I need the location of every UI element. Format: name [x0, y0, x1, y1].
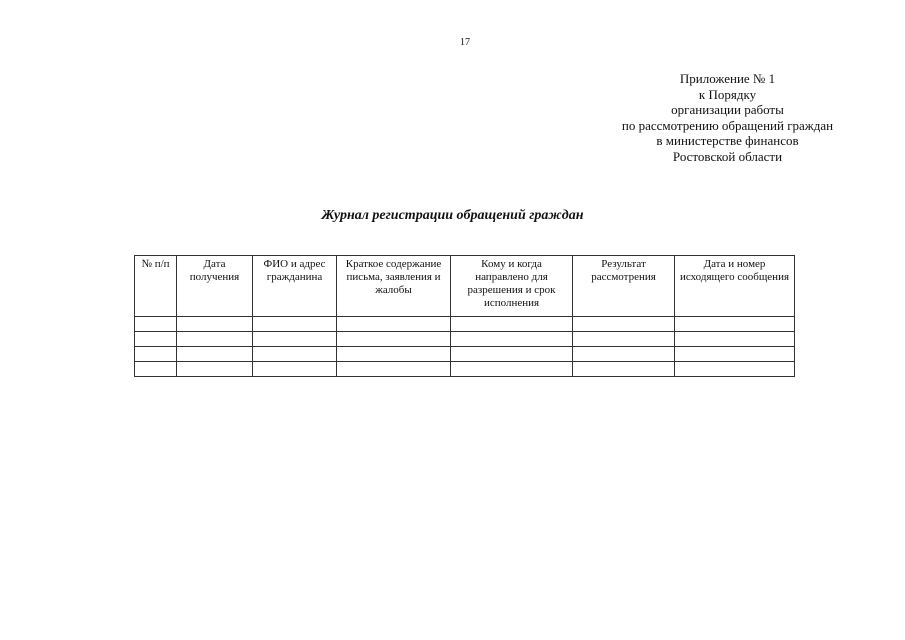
journal-title: Журнал регистрации обращений граждан — [321, 208, 584, 223]
appendix-line: Ростовской области — [672, 148, 783, 164]
table-cell — [253, 362, 337, 377]
table-cell — [135, 362, 177, 377]
table-cell — [675, 332, 795, 347]
header-number: № п/п — [135, 256, 177, 317]
table-cell — [135, 332, 177, 347]
table-header-row — [135, 256, 795, 317]
table-cell — [177, 317, 253, 332]
registration-table — [134, 255, 795, 377]
page-number: 17 — [460, 37, 470, 48]
appendix-line: Приложение № 1 — [679, 71, 776, 86]
table-cell — [675, 317, 795, 332]
table-cell — [337, 347, 451, 362]
table-cell — [337, 332, 451, 347]
table-cell — [253, 332, 337, 347]
table-row — [135, 362, 795, 377]
table-cell — [675, 362, 795, 377]
table-cell — [573, 362, 675, 377]
table-cell — [451, 332, 573, 347]
header-outgoing-date-number: Дата и номер исходящего сообщения — [675, 256, 795, 317]
table-cell — [253, 347, 337, 362]
table-cell — [573, 332, 675, 347]
appendix-line: в министерстве финансов — [656, 133, 799, 148]
header-citizen-name-address: ФИО и адрес гражданина — [253, 256, 337, 317]
appendix-line: организации работы — [671, 102, 784, 117]
header-date-received: Дата получения — [177, 256, 253, 317]
table-cell — [177, 362, 253, 377]
table-cell — [253, 317, 337, 332]
table-cell — [177, 332, 253, 347]
table-cell — [135, 347, 177, 362]
table-cell — [675, 347, 795, 362]
table-cell — [451, 347, 573, 362]
table-cell — [135, 317, 177, 332]
header-summary: Краткое содержание письма, заявления и жалобы — [337, 256, 451, 317]
appendix-line: к Порядку — [698, 86, 757, 102]
table-cell — [573, 317, 675, 332]
table-row — [135, 332, 795, 347]
table-row — [135, 347, 795, 362]
table-cell — [337, 362, 451, 377]
table-cell — [451, 362, 573, 377]
table-cell — [177, 347, 253, 362]
table-cell — [573, 347, 675, 362]
table-cell — [337, 317, 451, 332]
table-row — [135, 317, 795, 332]
header-result: Результат рассмотрения — [573, 256, 675, 317]
header-forwarded-to: Кому и когда направлено для разрешения и срок исполнения — [451, 256, 573, 317]
appendix-line: по рассмотрению обращений граждан — [621, 117, 834, 133]
appendix-block — [560, 71, 895, 164]
table-cell — [451, 317, 573, 332]
